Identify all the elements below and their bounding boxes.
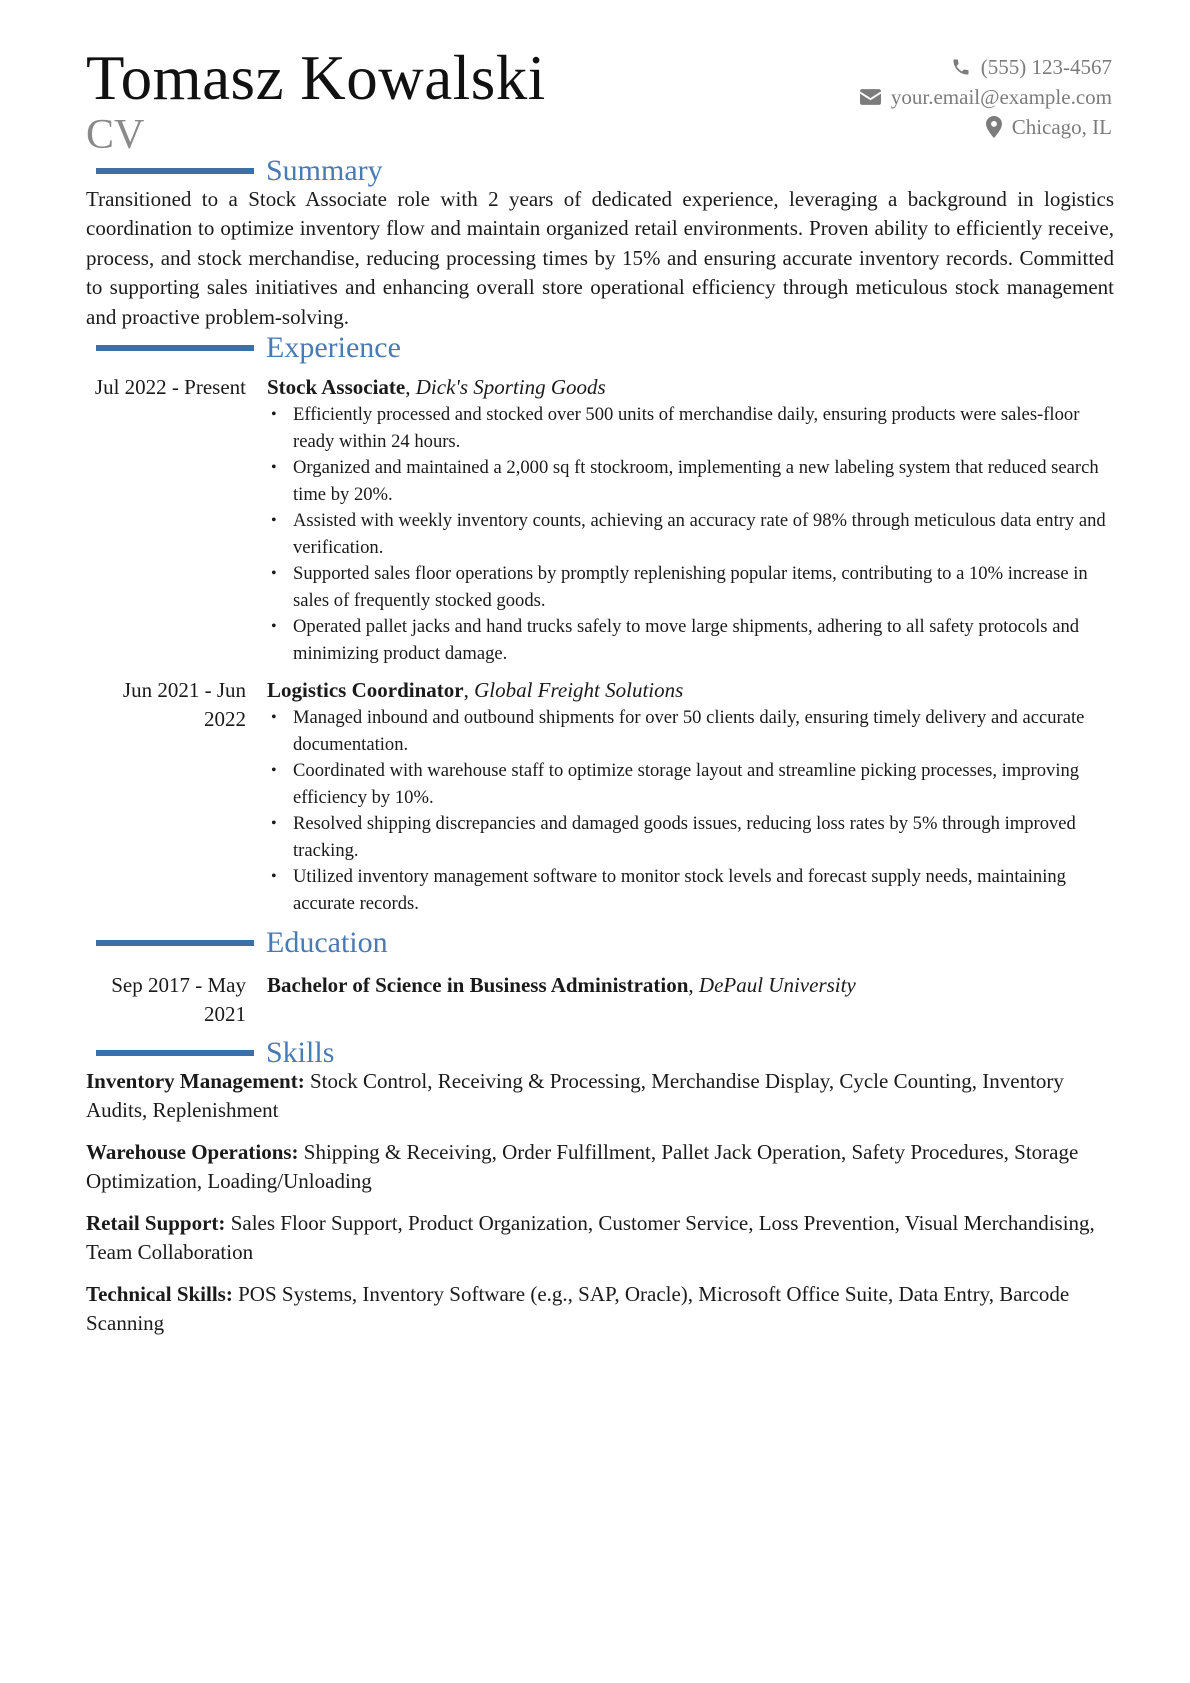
section-accent-bar: [96, 940, 254, 946]
bullet-list: [267, 705, 1116, 917]
company-name: Dick's Sporting Goods: [415, 375, 606, 399]
job-title: Stock Associate: [267, 375, 406, 399]
job-title: Logistics Coordinator: [267, 678, 464, 702]
section-accent-bar: [96, 345, 254, 351]
skill-group-label: Warehouse Operations:: [86, 1140, 299, 1164]
list-item: • Efficiently processed and stocked over 500 units of merchandise daily, ensuring products were sales-floor ready within 24 hours.: [293, 402, 1116, 455]
section-accent-bar: [96, 168, 254, 174]
school-name: DePaul University: [698, 973, 856, 997]
phone-icon: [951, 57, 971, 77]
entry-date: Jul 2022 - Present: [94, 375, 246, 399]
section-title: Summary: [266, 154, 383, 187]
contact-block: [860, 52, 1112, 142]
list-item: • Resolved shipping discrepancies and damaged goods issues, reducing loss rates by 5% through improved tracking.: [293, 811, 1116, 864]
entry-heading: Bachelor of Science in Business Administration, DePaul University: [267, 973, 856, 997]
entry-date: Sep 2017 - May 2021: [111, 973, 246, 1027]
skill-group-items: Shipping & Receiving, Order Fulfillment, Pallet Jack Operation, Safety Procedures, Storage Optimization, Loading/Unloading: [86, 1140, 1079, 1194]
skill-group: [86, 1280, 1114, 1339]
bullet-list: [267, 402, 1116, 667]
list-item: • Supported sales floor operations by promptly replenishing popular items, contributing to a 10% increase in sales of frequently stocked goods.: [293, 561, 1116, 614]
section-title: Education: [266, 926, 388, 959]
contact-phone: [860, 52, 1112, 82]
section-title: Experience: [266, 331, 401, 364]
section-accent-bar: [96, 1050, 254, 1056]
skill-group-items: Sales Floor Support, Product Organization, Customer Service, Loss Prevention, Visual Merchandising, Team Collaboration: [86, 1211, 1095, 1265]
entry-date: Jun 2021 - Jun 2022: [122, 678, 246, 732]
contact-location: [860, 112, 1112, 142]
education-heading: [96, 924, 1096, 962]
skill-group-label: Inventory Management:: [86, 1069, 305, 1093]
degree-name: Bachelor of Science in Business Administration: [267, 973, 689, 997]
list-item: • Organized and maintained a 2,000 sq ft stockroom, implementing a new labeling system that reduced search time by 20%.: [293, 455, 1116, 508]
entry-heading: Stock Associate, Dick's Sporting Goods: [267, 375, 606, 399]
entry-heading: Logistics Coordinator, Global Freight Solutions: [267, 678, 684, 702]
company-name: Global Freight Solutions: [474, 678, 684, 702]
location-text: Chicago, IL: [1011, 115, 1112, 139]
skill-group-items: Stock Control, Receiving & Processing, Merchandise Display, Cycle Counting, Inventory Audits, Replenishment: [86, 1069, 1064, 1123]
summary-text: Transitioned to a Stock Associate role with 2 years of dedicated experience, leveraging a background in logistics coordination to optimize inventory flow and maintain organized retail environments. Proven ability to efficiently receive, process, and stock merchandise, reducing processing times by 15% and ensuring accurate inventory records. Committed to supporting sales initiatives and enhancing overall store operational efficiency through meticulous stock management and proactive problem-solving.: [86, 187, 1114, 329]
list-item: • Assisted with weekly inventory counts, achieving an accuracy rate of 98% through meticulous data entry and verification.: [293, 508, 1116, 561]
experience-heading: [96, 329, 1096, 367]
skill-group-label: Retail Support:: [86, 1211, 226, 1235]
list-item: • Coordinated with warehouse staff to optimize storage layout and streamline picking processes, improving efficiency by 10%.: [293, 758, 1116, 811]
list-item: • Operated pallet jacks and hand trucks safely to move large shipments, adhering to all safety protocols and minimizing product damage.: [293, 614, 1116, 667]
skill-group: [86, 1209, 1114, 1268]
candidate-name: Tomasz Kowalski: [86, 43, 546, 113]
list-item: • Managed inbound and outbound shipments for over 50 clients daily, ensuring timely delivery and accurate documentation.: [293, 705, 1116, 758]
skill-group: [86, 1138, 1114, 1197]
skill-group-label: Technical Skills:: [86, 1282, 233, 1306]
map-pin-icon: [986, 116, 1002, 138]
list-item: • Utilized inventory management software to monitor stock levels and forecast supply needs, maintaining accurate records.: [293, 864, 1116, 917]
section-title: Skills: [266, 1036, 335, 1069]
envelope-icon: [860, 89, 881, 105]
skill-group-items: POS Systems, Inventory Software (e.g., SAP, Oracle), Microsoft Office Suite, Data Entry, Barcode Scanning: [86, 1282, 1070, 1336]
contact-email: [860, 82, 1112, 112]
phone-number: (555) 123-4567: [980, 55, 1112, 79]
document-subtitle: CV: [86, 112, 145, 158]
skill-group: [86, 1067, 1114, 1126]
email-address: your.email@example.com: [890, 85, 1112, 109]
